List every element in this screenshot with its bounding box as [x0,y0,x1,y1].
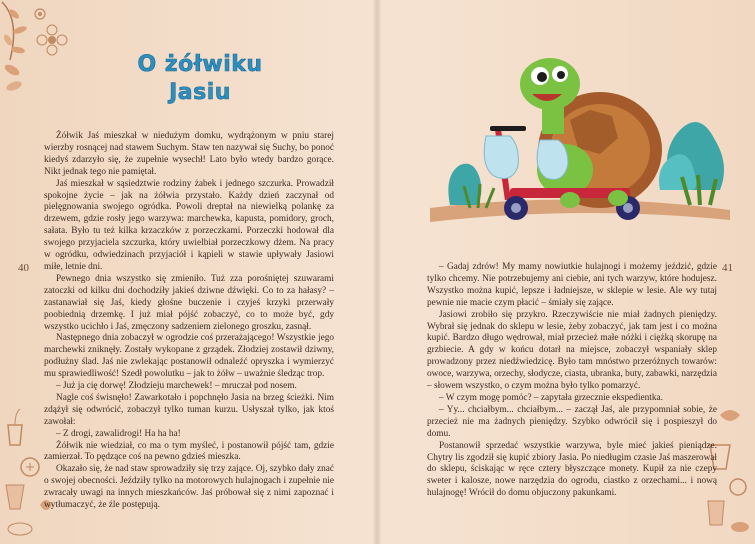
book-spine [372,0,382,544]
paragraph: Nagle coś świsnęło! Zawarkotało i popchnęło Jasia na brzeg ścieżki. Nim zdążył się odwrócić, zobaczył tylko tuman kurzu. Usłyszał tylko, jak ktoś zawołał: [44,392,334,427]
paragraph: Okazało się, że nad staw sprowadziły się trzy zające. Oj, szybko dały znać o swojej obecności. Jeździły tylko na motorowych hulajnogach i zupełnie nie zwracały uwagi na innych mieszkańców. Jaś próbował się z nimi zapoznać i wytłumaczyć, że źle postępują. [44,464,334,511]
paragraph: – W czym mogę pomóc? – zapytała grzecznie ekspedientka. [439,392,663,403]
paragraph: Jasiowi zrobiło się przykro. Rzeczywiście nie miał żadnych pieniędzy. Wybrał się jednak do sklepu w lesie, żeby zobaczyć, jak tam jest i co można kupić. Bardzo długo wędrował, miał przecież małe nóżki i ciężką skorupę na grzbiecie. A gdy w końcu dotarł na miejsce, zobaczył wspaniały sklep prowadzony przez niedźwiedzicę. Było tam mnóstwo przeróżnych towarów: owoce, warzywa, orzechy, słodycze, ciasta, ubranka, buty, zabawki, narzędzia – słowem wszystko, o czym można było tylko pomarzyć. [427,309,717,392]
story-title-line2: Jasiu [169,80,231,105]
paragraph: Pewnego dnia wszystko się zmieniło. Tuż zza porośniętej szuwarami zatoczki od kilku dni dochodziły jakieś dziwne dźwięki. Co to za hałasy? – zastanawiał się Jaś, kiedy głośne buczenie i czyjeś krzyki przerwały poobiednią drzemkę. I już miał pójść zobaczyć, co to może być, gdy wszystko ucichło i Jaś, zmęczony sadzeniem zielonego groszku, zasnął. [44,273,334,332]
paragraph: Żółwik Jaś mieszkał w niedużym domku, wydrążonym w pniu starej wierzby rosnącej nad stawem Suchym. Staw ten nazywał się Suchy, bo ponoć kiedyś zdarzyło się, że zupełnie wysechł! Lato było wtedy bardzo gorące. Nikt jednak tego nie pamiętał. [44,131,334,177]
leaf-branch-icon [0,60,30,100]
turtle-illustration [420,40,740,240]
flower-doodle-icon [32,20,72,60]
paragraph: – Gadaj zdrów! My mamy nowiutkie hulajnogi i możemy jeździć, gdzie tylko chcemy. Nie potrzebujemy ani ciebie, ani tych warzyw, które hodujesz. Wszystko można kupić, lepsze i ładniejsze, w sklepie w lesie. Ale wy tutaj pewnie nie macie czym płacić – śmiały się zające. [427,262,717,308]
paragraph: – Z drogi, zawalidrogi! Ha ha ha! [56,428,181,439]
paragraph: – Już ja cię dorwę! Złodzieju marchewek! – mruczał pod nosem. [56,381,297,392]
page-number-left: 40 [18,262,29,274]
paragraph: Postanowił sprzedać wszystkie warzywa, byle mieć jakieś pieniądze. Chytry lis zgodził się kupić zbiory Jasia. Po niedługim czasie Jaś maszerował do sklepu, ściskając w ręce cztery błyszczące monety. Kupił za nie czepy sweter i kalosze, nowe narzędzia do ogrodu, ciastko z orzechami... i nową hulajnogę! Wrócił do domu objuczony pakunkami. [427,440,717,499]
page-number-right: 41 [722,262,733,274]
left-page-text [44,131,334,512]
paragraph: Następnego dnia zobaczył w ogrodzie coś przerażającego! Wszystkie jego marchewki zniknęły. Zostały wykopane z grządek. Złodziej zostawił dziwny, podłużny ślad. Jaś nie zwlekając postanowił odnaleźć opryszka i wymierzyć mu sprawiedliwość! Szedł powolutku – jak to żółw – uważnie śledząc trop. [44,333,334,380]
story-title: O żółwiku [137,52,263,77]
right-page-text [427,262,717,500]
paragraph: – Yy... chciałbym... chciałbym... – zaczął Jaś, ale przypomniał sobie, że przecież nie ma żadnych pieniędzy. Szybko odwrócił się i pospieszył do domu. [427,404,717,439]
paragraph: Jaś mieszkał w sąsiedztwie rodziny żabek i jednego szczurka. Prowadził spokojne życie – jak na żółwia przystało. Każdy dzień zaczynał od pielęgnowania swojego ogródka. Powoli dreptał na niewielką polankę za drzewem, gdzie rosły jego warzywa: marchewka, kapusta, pomidory, groch, sałata. Było tu też kilka krzaczków z porzeczkami. Porzeczki hodował dla swojego przyjaciela szczurka, który uwielbiał porzeczkowy dżem. Na pracy w ogródku, odwiedzinach przyjaciół i kąpieli w stawie upływały Jasiowi miłe, letnie dni. [44,178,334,272]
paragraph: Żółwik nie wiedział, co ma o tym myśleć, i postanowił pójść tam, gdzie zamierzał. To pędzące coś na pewno gdzieś mieszka. [44,440,334,463]
